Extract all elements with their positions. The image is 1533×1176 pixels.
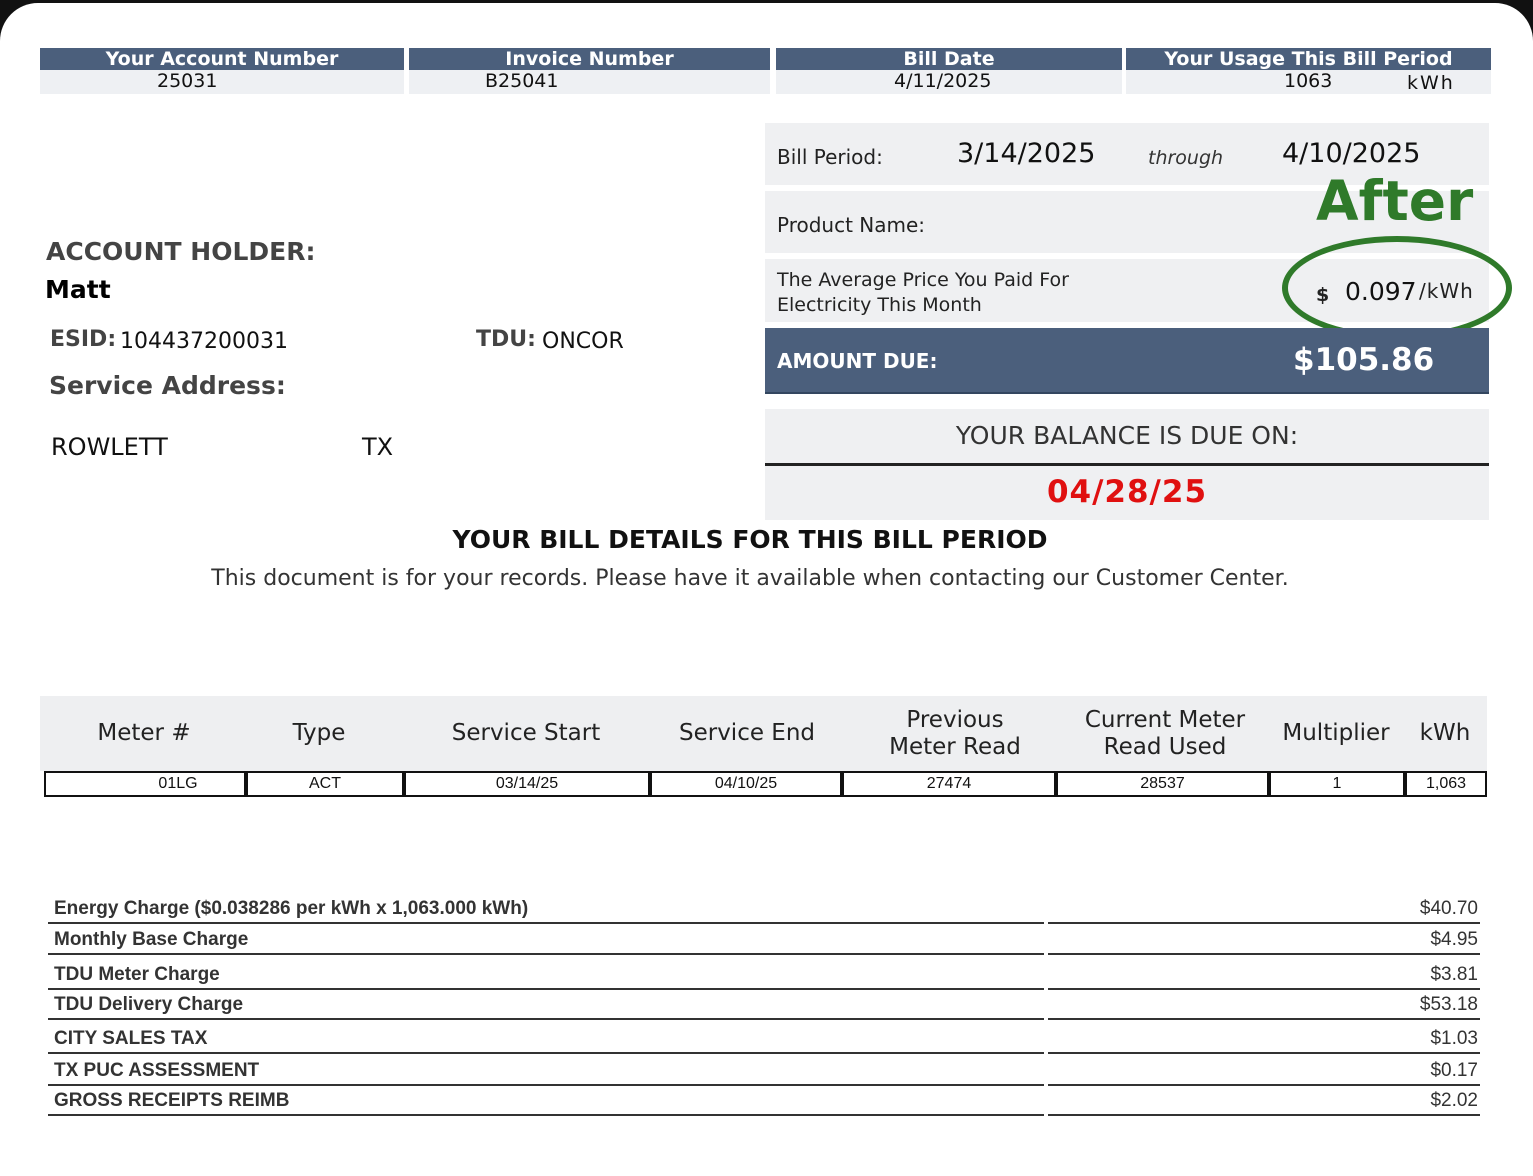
charge-label: Monthly Base Charge (54, 929, 249, 950)
previous-read-col-header: Previous Meter Read (889, 706, 1021, 760)
charge-row (48, 959, 1480, 990)
charge-amount: $53.18 (1419, 994, 1478, 1015)
details-title: YOUR BILL DETAILS FOR THIS BILL PERIOD (452, 525, 1048, 554)
account-holder-label: ACCOUNT HOLDER: (46, 237, 316, 266)
esid-label: ESID: (50, 327, 117, 352)
highlight-circle (1282, 236, 1512, 340)
charge-label: TX PUC ASSESSMENT (54, 1060, 260, 1081)
meter-table-header (40, 696, 1487, 771)
service-city: ROWLETT (51, 433, 168, 461)
after-annotation: After (1316, 169, 1474, 233)
usage-column (1126, 48, 1491, 94)
charge-label: GROSS RECEIPTS REIMB (54, 1090, 290, 1111)
meter-col-header: Meter # (97, 720, 191, 746)
charge-amount: $3.81 (1430, 964, 1478, 985)
service-end-col-header: Service End (678, 720, 816, 746)
tdu-label: TDU: (476, 327, 536, 352)
average-price-value: 0.097 (1345, 277, 1417, 306)
due-date: 04/28/25 (1046, 474, 1208, 510)
charge-row (48, 924, 1480, 955)
kwh-cell: 1,063 (1405, 771, 1487, 797)
account-holder-name: Matt (45, 275, 111, 304)
service-start-cell: 03/14/25 (404, 771, 650, 797)
type-cell: ACT (246, 771, 404, 797)
charge-row (48, 1085, 1480, 1116)
bill-period-through: through (1148, 147, 1224, 169)
meter-table-row (44, 771, 1487, 797)
bill-period-start: 3/14/2025 (957, 138, 1096, 169)
charge-row (48, 1023, 1480, 1054)
due-on-box (765, 409, 1489, 463)
account-number-column (40, 48, 404, 94)
charge-amount: $4.95 (1430, 929, 1478, 950)
charge-row (48, 989, 1480, 1020)
amount-due-bar (765, 328, 1489, 394)
service-address-label: Service Address: (49, 371, 286, 400)
current-read-col-header: Current Meter Read Used (1084, 706, 1246, 760)
due-on-label: YOUR BALANCE IS DUE ON: (955, 421, 1299, 450)
service-end-cell: 04/10/25 (650, 771, 842, 797)
type-col-header: Type (292, 720, 346, 746)
tdu-value: ONCOR (542, 329, 624, 354)
bill-date-label: Bill Date (776, 48, 1122, 70)
product-name-label: Product Name: (777, 213, 926, 237)
invoice-number-value: B25041 (485, 70, 559, 92)
meter-number-cell: 01LG (44, 771, 246, 797)
charge-amount: $40.70 (1419, 898, 1478, 919)
usage-label: Your Usage This Bill Period (1126, 48, 1491, 70)
charge-amount: $1.03 (1430, 1028, 1478, 1049)
bill-date-value: 4/11/2025 (894, 70, 992, 92)
average-price-unit: /kWh (1419, 279, 1474, 303)
details-subtitle: This document is for your records. Please have it available when contacting our Customer Center. (211, 566, 1289, 591)
account-number-value: 25031 (157, 70, 218, 92)
charge-amount: $2.02 (1430, 1090, 1478, 1111)
usage-unit: kWh (1407, 72, 1455, 94)
bill-document (0, 3, 1533, 1176)
charge-label: CITY SALES TAX (54, 1028, 208, 1049)
amount-due-value: $105.86 (1293, 342, 1435, 378)
invoice-number-label: Invoice Number (409, 48, 770, 70)
average-price-currency: $ (1316, 284, 1330, 306)
service-start-col-header: Service Start (451, 720, 601, 746)
current-read-cell: 28537 (1056, 771, 1269, 797)
multiplier-cell: 1 (1269, 771, 1405, 797)
charge-label: Energy Charge ($0.038286 per kWh x 1,063.000 kWh) (54, 898, 529, 919)
charge-row (48, 1055, 1480, 1086)
usage-value: 1063 (1284, 70, 1333, 92)
account-number-label: Your Account Number (40, 48, 404, 70)
bill-period-label: Bill Period: (777, 145, 883, 169)
due-date-box (765, 466, 1489, 520)
charge-label: TDU Delivery Charge (54, 994, 244, 1015)
bill-date-column (776, 48, 1122, 94)
previous-read-cell: 27474 (842, 771, 1056, 797)
charge-row (48, 893, 1480, 924)
invoice-number-column (409, 48, 770, 94)
kwh-col-header: kWh (1419, 720, 1471, 746)
amount-due-label: AMOUNT DUE: (777, 349, 938, 373)
average-price-label: The Average Price You Paid For Electricity This Month (777, 269, 1069, 316)
multiplier-col-header: Multiplier (1282, 720, 1390, 746)
esid-value: 104437200031 (120, 329, 288, 354)
charge-label: TDU Meter Charge (54, 964, 220, 985)
bill-period-end: 4/10/2025 (1282, 138, 1421, 169)
charge-amount: $0.17 (1430, 1060, 1478, 1081)
service-state: TX (362, 433, 394, 461)
